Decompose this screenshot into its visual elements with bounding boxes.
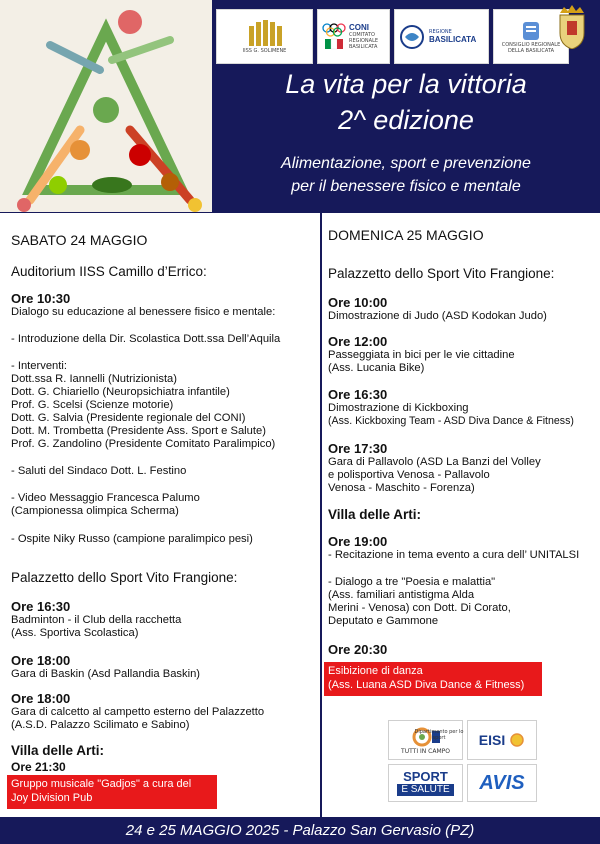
event-subtitle — [212, 152, 600, 198]
saturday-line: Dott. M. Trombetta (Presidente Ass. Sport e Salute) — [11, 425, 266, 437]
sport-salute-text2: E SALUTE — [397, 784, 453, 796]
event-subtitle-line2: per il benessere fisico e mentale — [291, 178, 521, 195]
sunday-line: Merini - Venosa) con Dott. Di Corato, — [328, 602, 511, 614]
saturday-time-1800b: Ore 18:00 — [11, 691, 71, 706]
saturday-line: - Interventi: — [11, 360, 67, 372]
saturday-time-1630: Ore 16:30 — [11, 599, 71, 614]
regione-basilicata-logo — [394, 9, 489, 64]
sunday-line: - Dialogo a tre "Poesia e malattia" — [328, 576, 496, 588]
dipartimento-text: Dipartimento per lo sport — [414, 729, 464, 741]
saturday-line: Prof. G. Scelsi (Scienze motorie) — [11, 399, 174, 411]
sunday-dance-line2: (Ass. Luana ASD Diva Dance & Fitness) — [328, 679, 525, 691]
sunday-panel — [322, 213, 600, 817]
saturday-line: Dott.ssa R. Iannelli (Nutrizionista) — [11, 373, 178, 385]
coni-logo-text: CONI — [349, 23, 369, 32]
coni-logo-sub: COMITATO REGIONALE BASILICATA — [349, 32, 379, 50]
event-title — [212, 66, 600, 138]
consiglio-line2: DELLA BASILICATA — [507, 47, 555, 54]
saturday-line: - Introduzione della Dir. Scolastica Dott.ssa Dell’Aquila — [11, 333, 281, 345]
sport-salute-text1: SPORT — [403, 769, 448, 784]
saturday-line: Badminton - il Club della racchetta — [11, 614, 182, 626]
saturday-music-highlight — [7, 775, 217, 809]
olympic-rings-icon — [322, 22, 346, 52]
saturday-venue-auditorium: Auditorium IISS Camillo d’Errico: — [11, 264, 207, 279]
avis-text: AVIS — [479, 771, 525, 794]
town-crest-icon — [556, 5, 588, 49]
sunday-time-1000: Ore 10:00 — [328, 295, 388, 310]
hero-image — [0, 0, 212, 212]
saturday-music-line2: Joy Division Pub — [11, 792, 93, 804]
sunday-venue-villa: Villa delle Arti: — [328, 507, 422, 522]
council-emblem-icon — [521, 20, 541, 42]
saturday-line: Gara di Baskin (Asd Pallandia Baskin) — [11, 668, 201, 680]
saturday-venue-villa: Villa delle Arti: — [11, 743, 105, 758]
avis-logo — [467, 764, 537, 802]
saturday-line: (A.S.D. Palazzo Scilimato e Sabino) — [11, 719, 190, 731]
event-subtitle-line1: Alimentazione, sport e prevenzione — [281, 155, 531, 172]
sunday-dance-line1: Esibizione di danza — [328, 665, 423, 677]
saturday-time-1030: Ore 10:30 — [11, 291, 71, 306]
sunday-day-title: DOMENICA 25 MAGGIO — [328, 227, 484, 243]
saturday-line: (Campionessa olimpica Scherma) — [11, 505, 179, 517]
sunday-line: - Recitazione in tema evento a cura dell’ UNITALSI — [328, 549, 580, 561]
iiss-logo — [216, 9, 313, 64]
sunday-line: (Ass. Lucania Bike) — [328, 362, 425, 374]
building-icon — [245, 20, 285, 48]
sunday-time-1630: Ore 16:30 — [328, 387, 388, 402]
saturday-line: Dott. G. Chiariello (Neuropsichiatra infantile) — [11, 386, 230, 398]
sunday-line: Dimostrazione di Kickboxing — [328, 402, 469, 414]
event-title-line2: 2^ edizione — [338, 105, 474, 135]
saturday-music-line1: Gruppo musicale "Gadjos" a cura del — [11, 778, 192, 790]
sunday-time-1200: Ore 12:00 — [328, 334, 388, 349]
sunday-line: Passeggiata in bici per le vie cittadine — [328, 349, 515, 361]
regione-label: REGIONE — [429, 29, 452, 35]
saturday-line: - Saluti del Sindaco Dott. L. Festino — [11, 465, 187, 477]
sunday-line: (Ass. Kickboxing Team - ASD Diva Dance & Fitness) — [328, 415, 574, 427]
saturday-line: Prof. G. Zandolino (Presidente Comitato Paralimpico) — [11, 438, 276, 450]
vegetable-figure-icon — [0, 0, 212, 212]
eisi-text: EISI — [478, 732, 506, 748]
saturday-line: - Ospite Niky Russo (campione paralimpico pesi) — [11, 533, 253, 545]
saturday-line: - Video Messaggio Francesca Palumo — [11, 492, 200, 504]
saturday-day-title: SABATO 24 MAGGIO — [11, 232, 148, 248]
sunday-line: Deputato e Gammone — [328, 615, 439, 627]
sunday-venue-palazzetto: Palazzetto dello Sport Vito Frangione: — [328, 266, 555, 281]
sunday-time-1730: Ore 17:30 — [328, 441, 388, 456]
logos-row — [216, 9, 600, 64]
saturday-panel — [0, 213, 320, 817]
sunday-dance-highlight — [324, 662, 542, 696]
saturday-time-1800a: Ore 18:00 — [11, 653, 71, 668]
sunday-time-2030: Ore 20:30 — [328, 642, 388, 657]
saturday-line: Gara di calcetto al campetto esterno del Palazzetto — [11, 706, 265, 718]
saturday-line: Dott. G. Salvia (Presidente regionale del CONI) — [11, 412, 246, 424]
consiglio-line1: CONSIGLIO REGIONALE — [501, 41, 561, 48]
sunday-line: e polisportiva Venosa - Pallavolo — [328, 469, 490, 481]
saturday-line: Dialogo su educazione al benessere fisico e mentale: — [11, 306, 276, 318]
tutti-in-campo-text: TUTTI IN CAMPO — [401, 747, 450, 755]
sunday-line: Dimostrazione di Judo (ASD Kodokan Judo) — [328, 310, 547, 322]
iiss-logo-text: IISS G. SOLIMENE — [242, 47, 287, 54]
sunday-time-1900: Ore 19:00 — [328, 534, 388, 549]
saturday-line: (Ass. Sportiva Scolastica) — [11, 627, 139, 639]
sport-e-salute-logo — [388, 764, 463, 802]
event-title-line1: La vita per la vittoria — [285, 69, 527, 99]
regione-name: BASILICATA — [429, 35, 477, 44]
dipartimento-sport-logo — [414, 728, 464, 742]
eisi-logo — [467, 720, 537, 760]
coni-logo — [317, 9, 390, 64]
sunday-line: Venosa - Maschito - Forenza) — [328, 482, 475, 494]
saturday-venue-palazzetto: Palazzetto dello Sport Vito Frangione: — [11, 570, 238, 585]
sunday-line: (Ass. familiari antistigma Alda — [328, 589, 475, 601]
sunburst-icon — [509, 732, 525, 748]
event-footer: 24 e 25 MAGGIO 2025 - Palazzo San Gervasio (PZ) — [125, 822, 475, 839]
saturday-time-2130: Ore 21:30 — [11, 760, 66, 774]
regione-emblem-icon — [399, 24, 425, 50]
sunday-line: Gara di Pallavolo (ASD La Banzi del Volley — [328, 456, 541, 468]
